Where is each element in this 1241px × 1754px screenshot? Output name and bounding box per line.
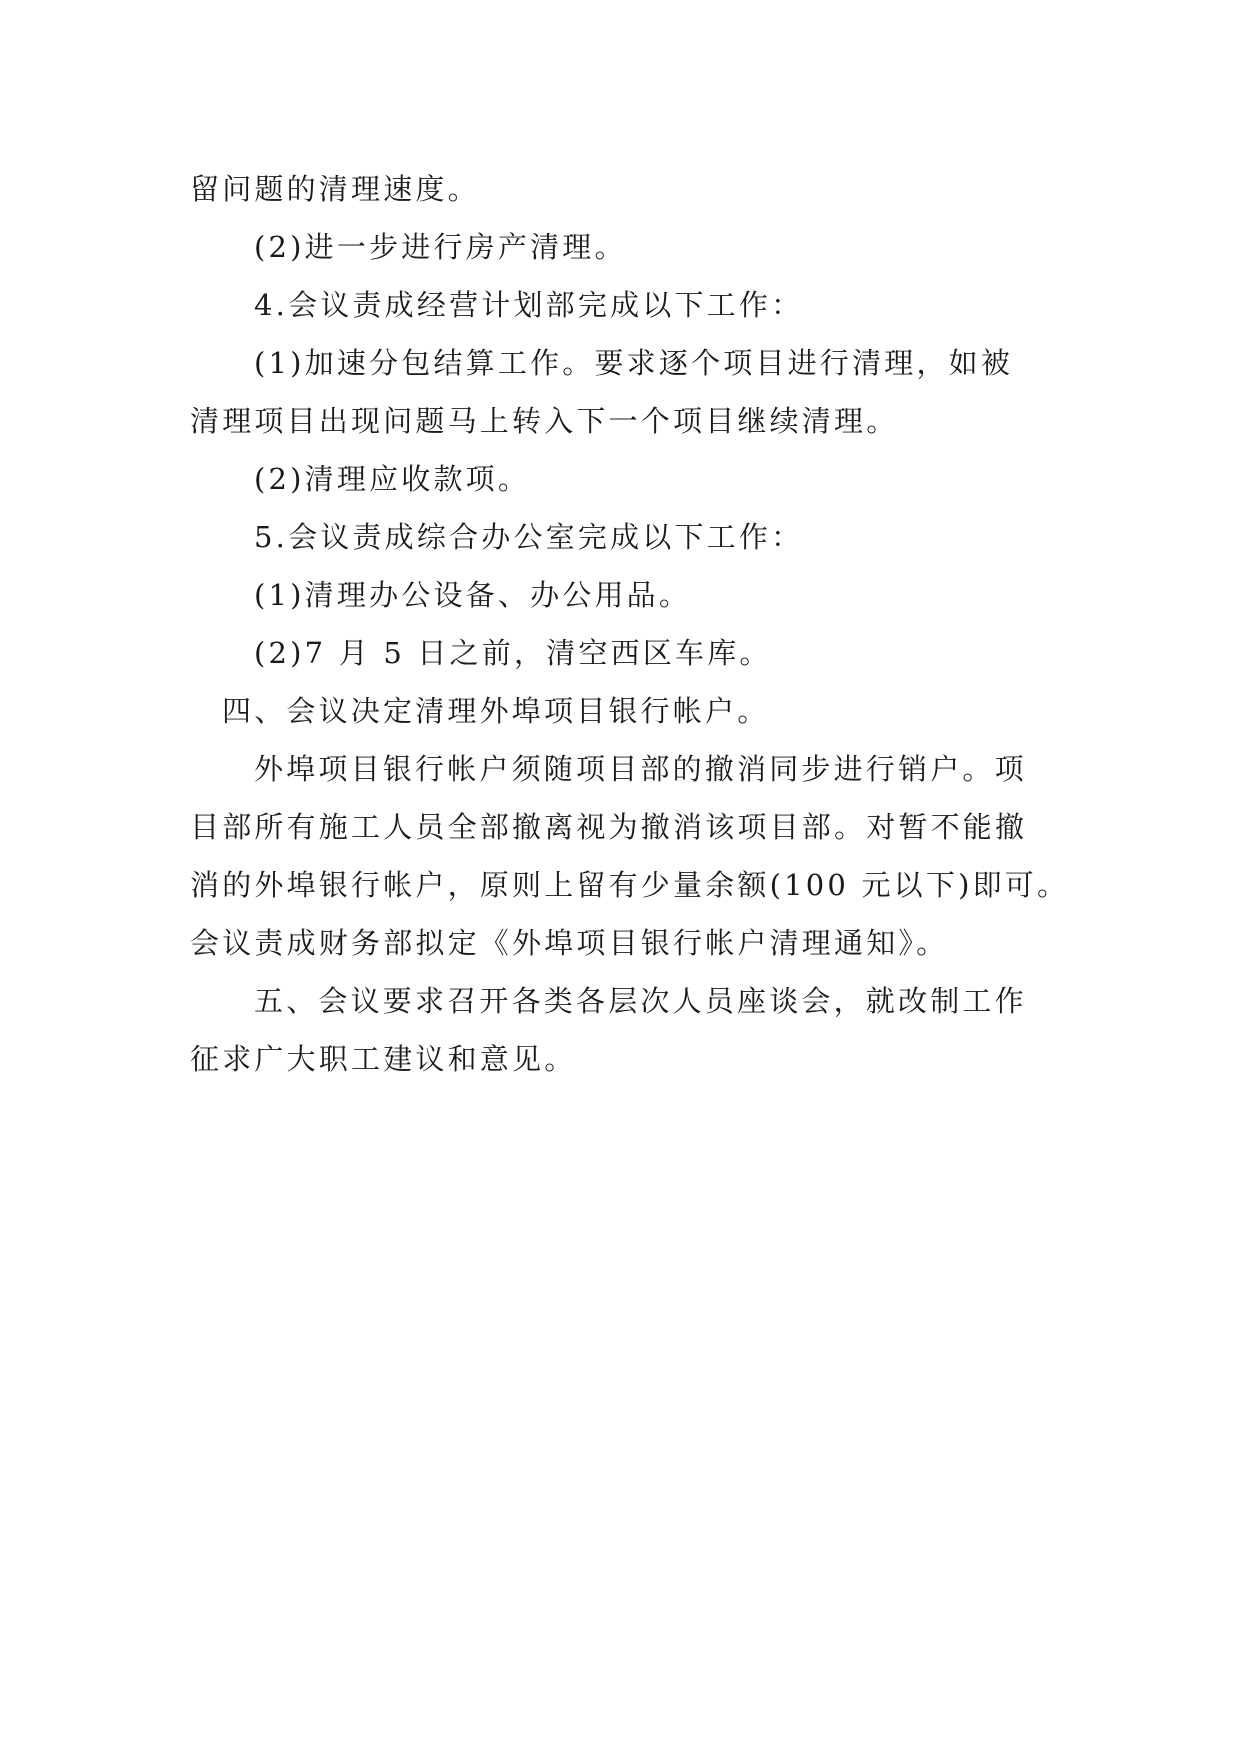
text-line: 4.会议责成经营计划部完成以下工作： bbox=[254, 288, 804, 322]
text-line: (1)清理办公设备、办公用品。 bbox=[254, 578, 692, 612]
text-line: 征求广大职工建议和意见。 bbox=[190, 1042, 577, 1076]
text-line: 目部所有施工人员全部撤离视为撤消该项目部。对暂不能撤 bbox=[190, 810, 1028, 844]
text-line: 消的外埠银行帐户，原则上留有少量余额(100 元以下)即可。 bbox=[190, 868, 1070, 902]
text-line: (2)7 月 5 日之前，清空西区车库。 bbox=[254, 636, 772, 670]
text-line: 清理项目出现问题马上转入下一个项目继续清理。 bbox=[190, 404, 899, 438]
text-line: 会议责成财务部拟定《外埠项目银行帐户清理通知》。 bbox=[190, 926, 949, 960]
text-line: 外埠项目银行帐户须随项目部的撤消同步进行销户。项 bbox=[254, 752, 1027, 786]
text-line: 5.会议责成综合办公室完成以下工作： bbox=[254, 520, 804, 554]
text-line: (2)清理应收款项。 bbox=[254, 462, 531, 496]
document-body bbox=[190, 160, 1070, 1088]
text-line: (2)进一步进行房产清理。 bbox=[254, 230, 627, 264]
text-line: (1)加速分包结算工作。要求逐个项目进行清理，如被 bbox=[254, 346, 1014, 380]
section-heading: 四、会议决定清理外埠项目银行帐户。 bbox=[222, 694, 770, 728]
section-heading: 五、会议要求召开各类各层次人员座谈会，就改制工作 bbox=[254, 984, 1027, 1018]
text-line: 留问题的清理速度。 bbox=[190, 172, 480, 206]
